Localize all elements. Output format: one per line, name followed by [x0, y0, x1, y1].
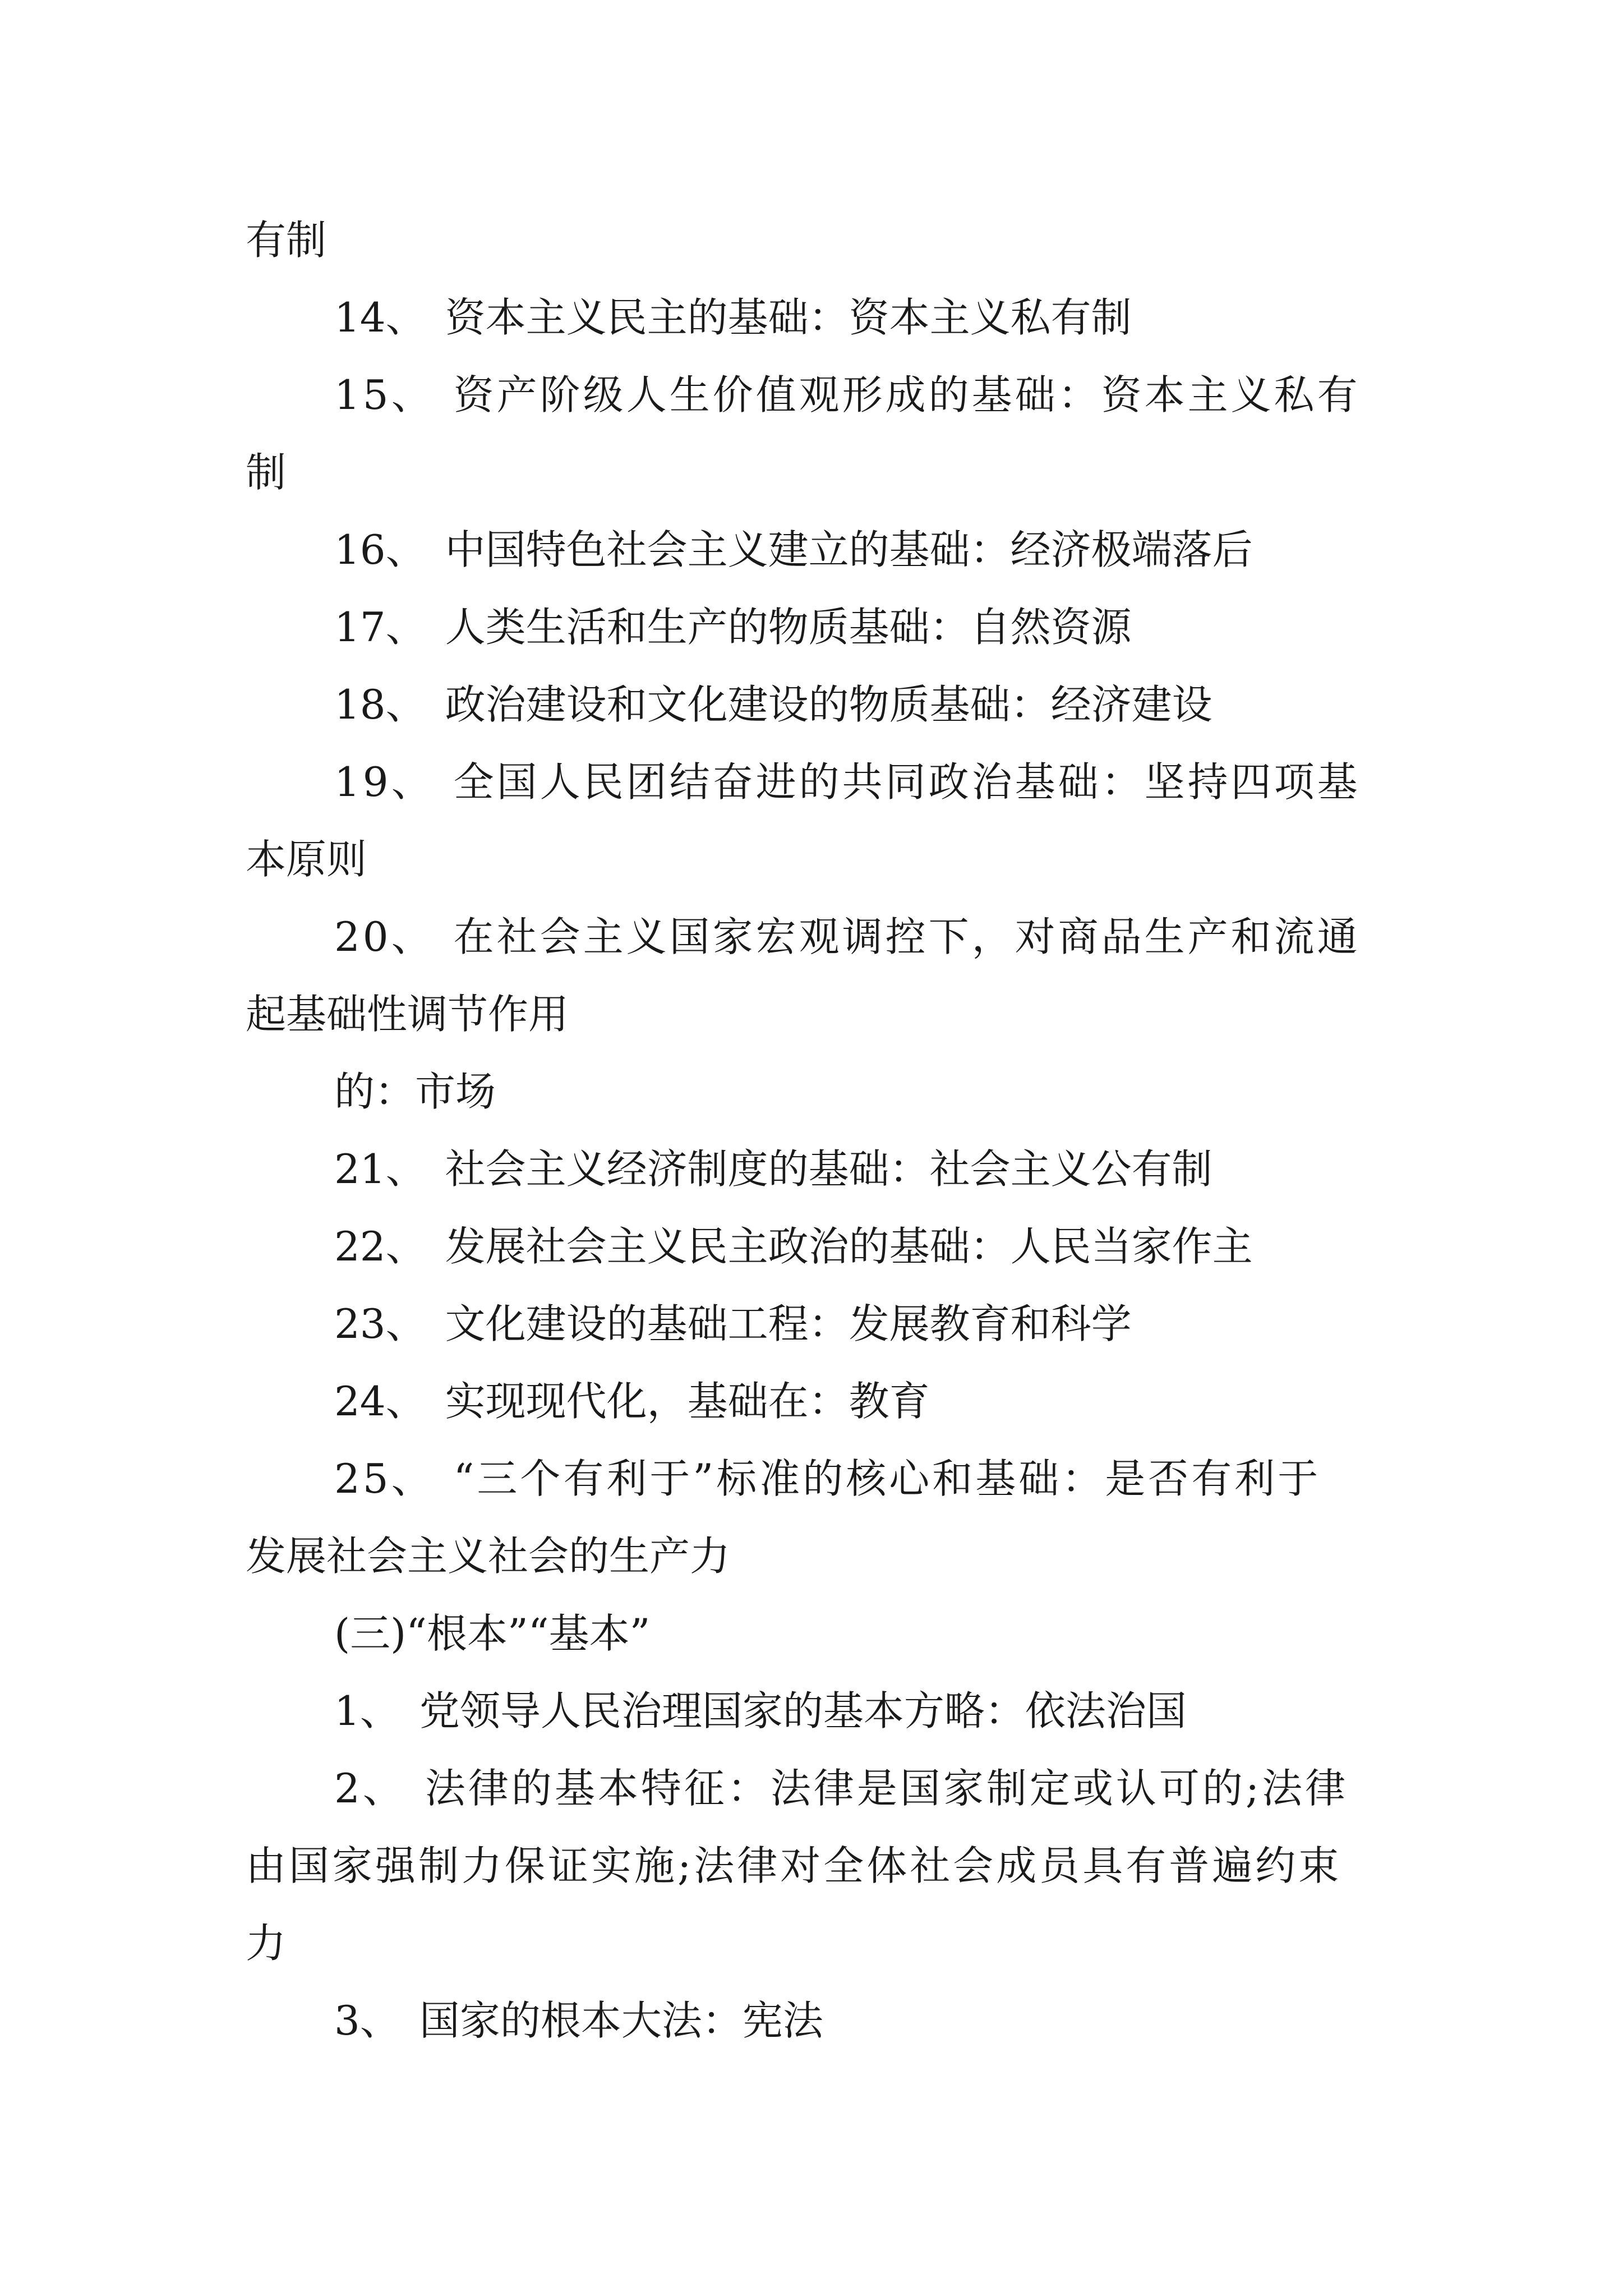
item-text: 在社会主义国家宏观调控下，对商品生产和流通	[453, 913, 1361, 960]
text-line-continuation-1: 有制	[246, 217, 327, 264]
list-item-25	[334, 1455, 1321, 1502]
list-item-1	[334, 1687, 1187, 1734]
item-number: 25、	[334, 1455, 435, 1502]
item-number: 15、	[334, 371, 435, 418]
list-item-20	[334, 913, 1361, 960]
item-number: 24、	[334, 1378, 426, 1425]
item-text: 实现现代化，基础在：教育	[445, 1378, 930, 1425]
item-number: 22、	[334, 1223, 426, 1270]
list-item-14	[334, 294, 1132, 341]
item-text: 国家的根本大法：宪法	[419, 1997, 823, 2044]
item-text: 政治建设和文化建设的物质基础：经济建设	[445, 681, 1212, 728]
item-number: 21、	[334, 1145, 426, 1193]
list-item-2	[334, 1765, 1349, 1812]
item-number: 14、	[334, 294, 426, 341]
item-number: 16、	[334, 526, 426, 573]
item-text: 人类生活和生产的物质基础：自然资源	[445, 604, 1132, 651]
item-text: 发展社会主义民主政治的基础：人民当家作主	[445, 1223, 1253, 1270]
item-text: “三个有利于”标准的核心和基础：是否有利于	[453, 1455, 1321, 1502]
text-line-continuation-2b: 力	[246, 1920, 287, 1967]
item-number: 1、	[334, 1687, 400, 1734]
list-item-24	[334, 1378, 930, 1425]
text-line-continuation-2a: 由国家强制力保证实施;法律对全体社会成员具有普遍约束	[246, 1842, 1342, 1889]
item-number: 23、	[334, 1300, 426, 1347]
section-heading: (三)“根本”“基本”	[334, 1610, 651, 1657]
item-text: 资产阶级人生价值观形成的基础：资本主义私有	[453, 371, 1361, 418]
item-number: 2、	[334, 1765, 406, 1812]
item-text: 资本主义民主的基础：资本主义私有制	[445, 294, 1132, 341]
text-line-continuation-19: 本原则	[246, 836, 367, 883]
list-item-16	[334, 526, 1253, 573]
text-line-continuation-15: 制	[246, 449, 287, 496]
list-item-19	[334, 758, 1361, 806]
list-item-22	[334, 1223, 1253, 1270]
item-number: 20、	[334, 913, 435, 960]
list-item-3	[334, 1997, 823, 2044]
list-item-21	[334, 1145, 1212, 1193]
list-item-15	[334, 371, 1361, 418]
item-number: 17、	[334, 604, 426, 651]
list-item-17	[334, 604, 1132, 651]
item-text: 法律的基本特征：法律是国家制定或认可的;法律	[425, 1765, 1349, 1812]
item-text: 党领导人民治理国家的基本方略：依法治国	[419, 1687, 1187, 1734]
text-line-continuation-20a: 起基础性调节作用	[246, 991, 569, 1038]
item-number: 3、	[334, 1997, 400, 2044]
text-line-continuation-20b: 的：市场	[334, 1068, 496, 1115]
item-text: 全国人民团结奋进的共同政治基础：坚持四项基	[453, 758, 1361, 806]
item-number: 18、	[334, 681, 426, 728]
item-text: 中国特色社会主义建立的基础：经济极端落后	[445, 526, 1253, 573]
list-item-23	[334, 1300, 1132, 1347]
item-text: 社会主义经济制度的基础：社会主义公有制	[445, 1145, 1212, 1193]
item-text: 文化建设的基础工程：发展教育和科学	[445, 1300, 1132, 1347]
text-line-continuation-25: 发展社会主义社会的生产力	[246, 1533, 731, 1580]
list-item-18	[334, 681, 1212, 728]
item-number: 19、	[334, 758, 435, 806]
